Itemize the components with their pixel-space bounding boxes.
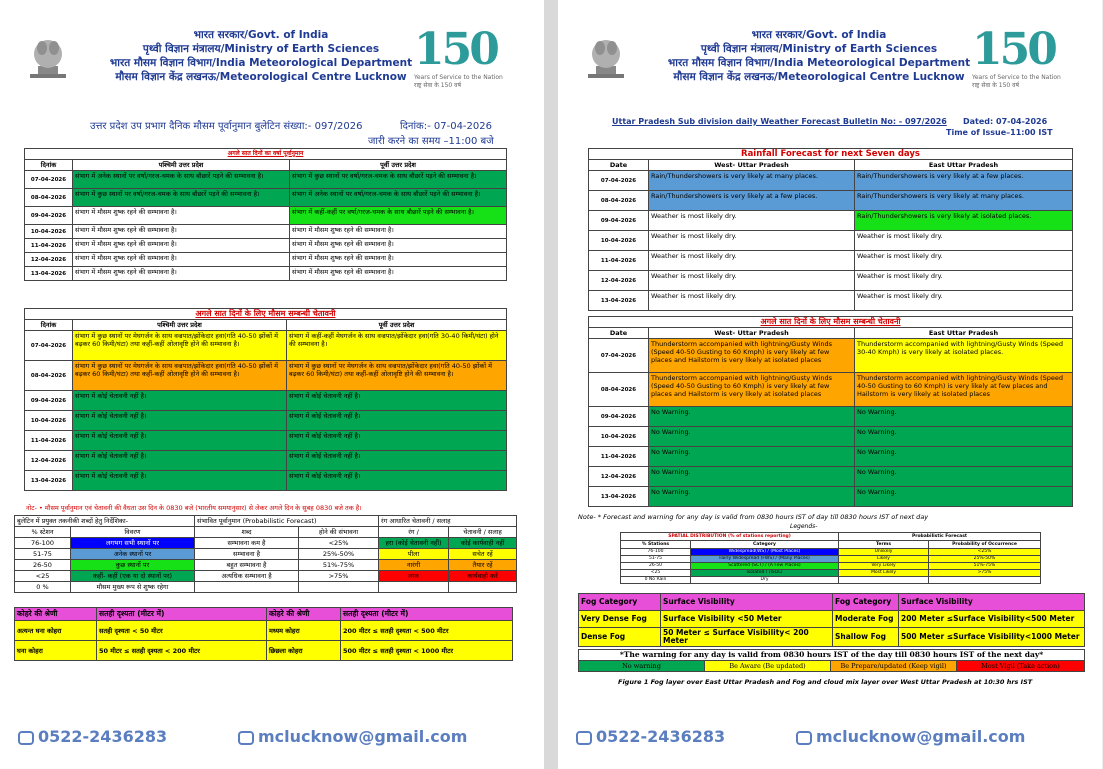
forecast-cell: संभाग में कोई चेतावनी नहीं है। bbox=[73, 411, 287, 431]
validity-note: नोट- • मौसम पूर्वानुमान एवं चेतावनी की वैधता उस दिन के 0830 बजे (भारतीय समयानुसार) से लेकर अगले दिन के सुबह 0830 बजे तक है। bbox=[26, 504, 362, 512]
phone-footer bbox=[576, 727, 725, 746]
legend-cell: बहुत सम्भावना है bbox=[195, 560, 299, 571]
forecast-cell: संभाग में अनेक स्थानों पर वर्षा/गरज-चमक के साथ बौछारें पड़ने की सम्भावना है। bbox=[73, 171, 290, 189]
table-row bbox=[25, 391, 507, 411]
date-cell: 11-04-2026 bbox=[589, 251, 649, 271]
color-warning-table bbox=[578, 649, 1085, 672]
forecast-cell: Rain/Thundershowers is very likely at a few places. bbox=[649, 191, 855, 211]
forecast-cell: संभाग में मौसम शुष्क रहने की सम्भावना है। bbox=[73, 225, 290, 239]
table-row bbox=[589, 191, 1073, 211]
bulletin-date: Dated: 07-04-2026 bbox=[963, 117, 1048, 126]
fog-cell: मध्यम कोहरा bbox=[267, 621, 341, 641]
color-warning-cell: Be Prepare/updated (Keep vigil) bbox=[831, 661, 957, 672]
table-row bbox=[25, 411, 507, 431]
table-row bbox=[589, 291, 1073, 311]
col-date: Date bbox=[589, 328, 649, 339]
legend-cell: अत्यधिक सम्भावना है bbox=[195, 571, 299, 582]
forecast-cell: संभाग में कहीं-कहीं पर वर्षा/गरज-चमक के साथ बौछारें पड़ने की सम्भावना है। bbox=[290, 207, 507, 225]
col-west: West- Uttar Pradesh bbox=[649, 160, 855, 171]
table-row bbox=[25, 331, 507, 361]
table-row bbox=[25, 207, 507, 225]
sd-cell bbox=[839, 577, 929, 584]
legend-cell: मौसम मुख्य रूप से शुष्क रहेगा bbox=[71, 582, 195, 593]
sd-cell: 76-100 bbox=[621, 549, 691, 556]
table-row bbox=[589, 373, 1073, 407]
legend-cell: कुछ स्थानों पर bbox=[71, 560, 195, 571]
date-cell: 12-04-2026 bbox=[589, 467, 649, 487]
legend-cell: <25% bbox=[299, 538, 379, 549]
sd-cell: Isolated / (ISOL) bbox=[691, 570, 839, 577]
forecast-cell: संभाग में मौसम शुष्क रहने की सम्भावना है। bbox=[73, 253, 290, 267]
table-row bbox=[589, 211, 1073, 231]
legend-cell: पीला bbox=[379, 549, 449, 560]
sd-cell: <25% bbox=[929, 549, 1041, 556]
forecast-cell: संभाग में कुछ स्थानों पर मेघगर्जन के साथ वज्रपात/झोंकेदार हवा(गति 40-50 झोंकों में बढ़कर 60 किमी/घंटा) तथा कहीं-कहीं ओलावृष्टि होने की सम्भावना है। bbox=[73, 331, 287, 361]
col-date: दिनांक bbox=[25, 320, 73, 331]
fog-cell: Surface Visibility bbox=[661, 594, 833, 611]
table-row bbox=[15, 641, 513, 661]
fog-cell: Surface Visibility bbox=[899, 594, 1085, 611]
sd-cell: Scattered (SCT) / (A Few Places) bbox=[691, 563, 839, 570]
date-cell: 08-04-2026 bbox=[25, 361, 73, 391]
fog-cell: अत्यन्त घना कोहरा bbox=[15, 621, 97, 641]
sd-head-2: Probabilistic Forecast bbox=[839, 533, 1041, 541]
fog-table-hindi bbox=[14, 607, 513, 661]
legend-cell: लाल bbox=[379, 571, 449, 582]
email-icon bbox=[796, 731, 812, 745]
table-row bbox=[15, 571, 517, 582]
header-line-3: भारत मौसम विज्ञान विभाग/India Meteorological Department bbox=[109, 57, 413, 69]
date-cell: 07-04-2026 bbox=[25, 171, 73, 189]
fog-cell: Fog Category bbox=[579, 594, 661, 611]
table-row bbox=[25, 267, 507, 281]
legend-subhead: % स्टेशन bbox=[15, 527, 71, 538]
header-line-3: भारत मौसम विज्ञान विभाग/India Meteorological Department bbox=[667, 57, 971, 69]
email-icon bbox=[238, 731, 254, 745]
legend-subhead: शब्द bbox=[195, 527, 299, 538]
forecast-cell: संभाग में कोई चेतावनी नहीं है। bbox=[287, 411, 507, 431]
legend-head-3: रंग आधारित चेतावनी / सलाह bbox=[379, 516, 517, 527]
table-row bbox=[15, 560, 517, 571]
anniversary-logo bbox=[414, 26, 514, 96]
forecast-cell: संभाग में मौसम शुष्क रहने की सम्भावना है। bbox=[290, 253, 507, 267]
validity-note: Note- * Forecast and warning for any day is valid from 0830 hours IST of day till 0830 hours IST of next day bbox=[578, 513, 929, 521]
legend-cell: हरा (कोई चेतावनी नहीं) bbox=[379, 538, 449, 549]
forecast-cell: Weather is most likely dry. bbox=[649, 231, 855, 251]
col-west: पश्चिमी उत्तर प्रदेश bbox=[73, 160, 290, 171]
col-east: पूर्वी उत्तर प्रदेश bbox=[287, 320, 507, 331]
col-east: East Uttar Pradesh bbox=[855, 160, 1073, 171]
header-line-1: भारत सरकार/Govt. of India bbox=[193, 29, 329, 41]
bulletin-date: दिनांक:- 07-04-2026 bbox=[400, 121, 492, 132]
table-row bbox=[589, 447, 1073, 467]
phone-icon bbox=[18, 731, 34, 745]
date-cell: 08-04-2026 bbox=[25, 189, 73, 207]
date-cell: 13-04-2026 bbox=[589, 487, 649, 507]
date-cell: 08-04-2026 bbox=[589, 191, 649, 211]
legend-cell: कहीं- कहीं (एक या दो स्थानों पर) bbox=[71, 571, 195, 582]
table-row bbox=[579, 628, 1085, 647]
table-row bbox=[589, 487, 1073, 507]
figure-caption: Figure 1 Fog layer over East Uttar Pradesh and Fog and cloud mix layer over West Uttar Pradesh at 10:30 hrs IST bbox=[618, 678, 1033, 686]
date-cell: 12-04-2026 bbox=[25, 451, 73, 471]
date-cell: 11-04-2026 bbox=[25, 431, 73, 451]
forecast-cell: Weather is most likely dry. bbox=[855, 251, 1073, 271]
date-cell: 10-04-2026 bbox=[589, 427, 649, 447]
fog-cell: 500 मीटर ≤ सतही दृश्यता < 1000 मीटर bbox=[341, 641, 513, 661]
forecast-cell: No Warning. bbox=[855, 447, 1073, 467]
terms-legend-table bbox=[14, 515, 517, 593]
col-west: पश्चिमी उत्तर प्रदेश bbox=[73, 320, 287, 331]
table-row bbox=[25, 431, 507, 451]
sd-subhead: Probability of Occurrence bbox=[929, 541, 1041, 549]
sd-cell: Dry bbox=[691, 577, 839, 584]
fog-cell: Dense Fog bbox=[579, 628, 661, 647]
forecast-cell: Thunderstorm accompanied with lightning/Gusty Winds (Speed 40-50 Gusting to 60 Kmph) is very likely at few places and Hailstorm is very likely at isolated places bbox=[649, 339, 855, 373]
forecast-cell: No Warning. bbox=[855, 467, 1073, 487]
legend-cell: 0 % bbox=[15, 582, 71, 593]
color-warning-cell: No warning bbox=[579, 661, 705, 672]
logo-sub-1: Years of Service to the Nation bbox=[972, 74, 1061, 81]
fog-cell: 200 मीटर ≤ सतही दृश्यता < 500 मीटर bbox=[341, 621, 513, 641]
legend-cell: सचेत रहें bbox=[449, 549, 517, 560]
legend-cell bbox=[299, 582, 379, 593]
forecast-cell: संभाग में कुछ स्थानों पर मेघगर्जन के साथ वज्रपात/झोंकेदार हवा(गति 40-50 झोंकों में बढ़कर 60 किमी/घंटा) तथा कहीं-कहीं ओलावृष्टि होने की सम्भावना है। bbox=[73, 361, 287, 391]
email-address: mclucknow@gmail.com bbox=[816, 727, 1026, 746]
sd-cell: Most Likely bbox=[839, 570, 929, 577]
forecast-cell: Rain/Thundershowers is very likely at many places. bbox=[649, 171, 855, 191]
col-west: West- Uttar Pradesh bbox=[649, 328, 855, 339]
forecast-cell: संभाग में कुछ स्थानों पर वर्षा/गरज-चमक के साथ बौछारें पड़ने की सम्भावना है। bbox=[73, 189, 290, 207]
table-row bbox=[579, 611, 1085, 628]
fog-cell: 200 Meter ≤Surface Visibility<500 Meter bbox=[899, 611, 1085, 628]
table-row bbox=[589, 407, 1073, 427]
table-row bbox=[589, 427, 1073, 447]
header-line-2: पृथ्वी विज्ञान मंत्रालय/Ministry of Earth Sciences bbox=[142, 43, 380, 55]
table-row bbox=[621, 570, 1041, 577]
issue-time: जारी करने का समय –11:00 बजे bbox=[368, 136, 494, 147]
table-row bbox=[15, 621, 513, 641]
forecast-cell: Rain/Thundershowers is very likely at many places. bbox=[855, 191, 1073, 211]
fog-cell: Shallow Fog bbox=[833, 628, 899, 647]
forecast-cell: संभाग में कोई चेतावनी नहीं है। bbox=[287, 451, 507, 471]
table-row bbox=[25, 239, 507, 253]
table-row bbox=[589, 251, 1073, 271]
legend-cell: लगभग सभी स्थानों पर bbox=[71, 538, 195, 549]
date-cell: 12-04-2026 bbox=[589, 271, 649, 291]
sd-cell: Likely bbox=[839, 556, 929, 563]
rain-forecast-table bbox=[24, 148, 507, 281]
forecast-cell: Weather is most likely dry. bbox=[649, 271, 855, 291]
forecast-cell: Weather is most likely dry. bbox=[649, 251, 855, 271]
warning-table-title: अगले सात दिनों के लिए मौसम सम्बन्धी चेतावनी bbox=[589, 317, 1073, 328]
forecast-cell: Thunderstorm accompanied with lightning/Gusty Winds (Speed 40-50 Gusting to 60 Kmph) is very likely at few places and Hailstorm is very likely at isolated places bbox=[855, 373, 1073, 407]
fog-cell: 50 मीटर ≤ सतही दृश्यता < 200 मीटर bbox=[97, 641, 267, 661]
fog-cell: 500 Meter ≤Surface Visibility<1000 Meter bbox=[899, 628, 1085, 647]
sd-subhead: Terms bbox=[839, 541, 929, 549]
forecast-cell: संभाग में कोई चेतावनी नहीं है। bbox=[73, 391, 287, 411]
table-row bbox=[15, 549, 517, 560]
legend-subhead: होने की संभावना bbox=[299, 527, 379, 538]
date-cell: 12-04-2026 bbox=[25, 253, 73, 267]
header-line-1: भारत सरकार/Govt. of India bbox=[751, 29, 887, 41]
header-line-4: मौसम विज्ञान केंद्र लखनऊ/Meteorological Centre Lucknow bbox=[115, 71, 407, 83]
hindi-bulletin-page bbox=[0, 0, 544, 769]
table-row bbox=[25, 189, 507, 207]
date-cell: 09-04-2026 bbox=[25, 207, 73, 225]
phone-icon bbox=[576, 731, 592, 745]
email-footer bbox=[796, 727, 1025, 746]
forecast-cell: Thunderstorm accompanied with lightning/Gusty Winds (Speed 40-50 Gusting to 60 Kmph) is very likely at few places and Hailstorm is very likely at isolated places bbox=[649, 373, 855, 407]
national-emblem-icon bbox=[578, 26, 634, 86]
fog-cell: घना कोहरा bbox=[15, 641, 97, 661]
forecast-cell: संभाग में कहीं-कहीं मेघगर्जन के साथ वज्रपात/झोंकेदार हवा(गति 30-40 किमी/घंटा) होने की सम्भावना है। bbox=[287, 331, 507, 361]
forecast-cell: संभाग में कोई चेतावनी नहीं है। bbox=[287, 391, 507, 411]
warning-table bbox=[588, 316, 1073, 507]
date-cell: 09-04-2026 bbox=[589, 407, 649, 427]
legend-cell: नारंगी bbox=[379, 560, 449, 571]
forecast-cell: संभाग में मौसम शुष्क रहने की सम्भावना है। bbox=[73, 267, 290, 281]
legends-label: Legends- bbox=[790, 523, 818, 530]
table-row bbox=[15, 582, 517, 593]
table-row bbox=[25, 171, 507, 189]
header bbox=[558, 22, 1102, 102]
fog-head: कोहरे की श्रेणी bbox=[15, 608, 97, 621]
anniversary-logo bbox=[972, 26, 1072, 96]
table-row bbox=[589, 339, 1073, 373]
date-cell: 13-04-2026 bbox=[25, 471, 73, 491]
header-line-4: मौसम विज्ञान केंद्र लखनऊ/Meteorological Centre Lucknow bbox=[673, 71, 965, 83]
sd-subhead: % Stations bbox=[621, 541, 691, 549]
col-east: East Uttar Pradesh bbox=[855, 328, 1073, 339]
rain-forecast-table bbox=[588, 148, 1073, 311]
forecast-cell: संभाग में मौसम शुष्क रहने की सम्भावना है। bbox=[73, 207, 290, 225]
fog-head: कोहरे की श्रेणी bbox=[267, 608, 341, 621]
header bbox=[0, 22, 544, 102]
forecast-cell: संभाग में कोई चेतावनी नहीं है। bbox=[73, 431, 287, 451]
date-cell: 13-04-2026 bbox=[25, 267, 73, 281]
sd-cell: 51%-75% bbox=[929, 563, 1041, 570]
fog-head: सतही दृश्यता (मीटर में) bbox=[97, 608, 267, 621]
warning-table bbox=[24, 308, 507, 491]
forecast-cell: Weather is most likely dry. bbox=[855, 231, 1073, 251]
date-cell: 07-04-2026 bbox=[589, 171, 649, 191]
legend-cell: 76-100 bbox=[15, 538, 71, 549]
col-date: Date bbox=[589, 160, 649, 171]
legend-cell: <25 bbox=[15, 571, 71, 582]
table-row bbox=[589, 467, 1073, 487]
legend-cell bbox=[449, 582, 517, 593]
email-footer bbox=[238, 727, 467, 746]
forecast-cell: No Warning. bbox=[649, 467, 855, 487]
phone-number: 0522-2436283 bbox=[596, 727, 726, 746]
sd-cell: <25 bbox=[621, 570, 691, 577]
forecast-cell: संभाग में मौसम शुष्क रहने की सम्भावना है। bbox=[290, 239, 507, 253]
table-row bbox=[621, 563, 1041, 570]
legend-subhead: विवरण bbox=[71, 527, 195, 538]
color-warning-cell: Be Aware (Be updated) bbox=[705, 661, 831, 672]
fog-head: सतही दृश्यता (मीटर में) bbox=[341, 608, 513, 621]
forecast-cell: Weather is most likely dry. bbox=[649, 291, 855, 311]
forecast-cell: Rain/Thundershowers is very likely at a few places. bbox=[855, 171, 1073, 191]
issue-time: Time of Issue–11:00 IST bbox=[946, 128, 1053, 137]
sd-cell bbox=[929, 577, 1041, 584]
legend-cell bbox=[379, 582, 449, 593]
english-bulletin-page bbox=[558, 0, 1102, 769]
forecast-cell: No Warning. bbox=[649, 407, 855, 427]
bulletin-title: उत्तर प्रदेश उप प्रभाग दैनिक मौसम पूर्वानुमान बुलेटिन संख्या:- 097/2026 bbox=[90, 121, 363, 132]
date-cell: 10-04-2026 bbox=[25, 225, 73, 239]
fog-table-english bbox=[578, 593, 1085, 647]
forecast-cell: संभाग में अनेक स्थानों पर वर्षा/गरज-चमक के साथ बौछारें पड़ने की सम्भावना है। bbox=[290, 189, 507, 207]
date-cell: 07-04-2026 bbox=[589, 339, 649, 373]
fog-cell: Very Dense Fog bbox=[579, 611, 661, 628]
table-row bbox=[25, 253, 507, 267]
sd-cell: Unlikely bbox=[839, 549, 929, 556]
logo-sub-2: राष्ट्र सेवा के 150 वर्ष bbox=[972, 82, 1019, 89]
rain-table-title: अगले सात दिनों का वर्षा पूर्वानुमान bbox=[25, 149, 507, 160]
forecast-cell: संभाग में मौसम शुष्क रहने की सम्भावना है। bbox=[73, 239, 290, 253]
legend-cell: अनेक स्थानों पर bbox=[71, 549, 195, 560]
forecast-cell: संभाग में कोई चेतावनी नहीं है। bbox=[73, 471, 287, 491]
date-cell: 10-04-2026 bbox=[25, 411, 73, 431]
sd-subhead: Category bbox=[691, 541, 839, 549]
col-east: पूर्वी उत्तर प्रदेश bbox=[290, 160, 507, 171]
warning-validity: *The warning for any day is valid from 0830 hours IST of the day till 0830 hours IST of the next day* bbox=[579, 650, 1085, 661]
sd-cell: Widespread(WS) / (Most Places) bbox=[691, 549, 839, 556]
sd-head-1: SPATIAL DISTRIBUTION (% of stations reporting) bbox=[621, 533, 839, 541]
date-cell: 08-04-2026 bbox=[589, 373, 649, 407]
phone-footer bbox=[18, 727, 167, 746]
forecast-cell: No Warning. bbox=[649, 487, 855, 507]
date-cell: 10-04-2026 bbox=[589, 231, 649, 251]
logo-number: 150 bbox=[972, 24, 1055, 75]
national-emblem-icon bbox=[20, 26, 76, 86]
date-cell: 09-04-2026 bbox=[25, 391, 73, 411]
table-row bbox=[25, 225, 507, 239]
table-row bbox=[25, 451, 507, 471]
sd-cell: 51-75 bbox=[621, 556, 691, 563]
table-row bbox=[621, 556, 1041, 563]
legend-cell: कोई कार्यवाही नहीं bbox=[449, 538, 517, 549]
rain-table-title: Rainfall Forecast for next Seven days bbox=[589, 149, 1073, 160]
logo-sub-1: Years of Service to the Nation bbox=[414, 74, 503, 81]
legend-cell: >75% bbox=[299, 571, 379, 582]
logo-number: 150 bbox=[414, 24, 497, 75]
header-line-2: पृथ्वी विज्ञान मंत्रालय/Ministry of Earth Sciences bbox=[700, 43, 938, 55]
sd-cell: 25%-50% bbox=[929, 556, 1041, 563]
fog-cell: Fog Category bbox=[833, 594, 899, 611]
sd-cell: Very Likely bbox=[839, 563, 929, 570]
table-row bbox=[25, 361, 507, 391]
logo-sub-2: राष्ट्र सेवा के 150 वर्ष bbox=[414, 82, 461, 89]
forecast-cell: Weather is most likely dry. bbox=[649, 211, 855, 231]
legend-head-2: संभावित पूर्वानुमान (Probabilistic Forecast) bbox=[195, 516, 379, 527]
table-row bbox=[579, 594, 1085, 611]
legend-head-1: बुलेटिन में प्रयुक्त तकनीकी शब्दों हेतु निर्देशिका- bbox=[15, 516, 195, 527]
email-address: mclucknow@gmail.com bbox=[258, 727, 468, 746]
legend-cell bbox=[195, 582, 299, 593]
bulletin-title: Uttar Pradesh Sub division daily Weather Forecast Bulletin No: - 097/2026 bbox=[612, 117, 947, 126]
sd-cell: 0 No Rain bbox=[621, 577, 691, 584]
legend-cell: 51%-75% bbox=[299, 560, 379, 571]
forecast-cell: No Warning. bbox=[649, 427, 855, 447]
legend-cell: 51-75 bbox=[15, 549, 71, 560]
table-row bbox=[589, 231, 1073, 251]
table-row bbox=[15, 538, 517, 549]
page-gap bbox=[544, 0, 558, 769]
forecast-cell: Weather is most likely dry. bbox=[855, 271, 1073, 291]
sd-cell: Fairly Widespread (FWS) / (Many Places) bbox=[691, 556, 839, 563]
legend-subhead: चेतावनी / सलाह bbox=[449, 527, 517, 538]
table-row bbox=[621, 549, 1041, 556]
fog-cell: छिछला कोहरा bbox=[267, 641, 341, 661]
legend-cell: 26-50 bbox=[15, 560, 71, 571]
phone-number: 0522-2436283 bbox=[38, 727, 168, 746]
date-cell: 13-04-2026 bbox=[589, 291, 649, 311]
fog-cell: Moderate Fog bbox=[833, 611, 899, 628]
legend-cell: 25%-50% bbox=[299, 549, 379, 560]
date-cell: 09-04-2026 bbox=[589, 211, 649, 231]
forecast-cell: Thunderstorm accompanied with lightning/Gusty Winds (Speed 30-40 Kmph) is very likely at isolated places. bbox=[855, 339, 1073, 373]
forecast-cell: संभाग में कोई चेतावनी नहीं है। bbox=[73, 451, 287, 471]
sd-cell: 26-50 bbox=[621, 563, 691, 570]
date-cell: 11-04-2026 bbox=[25, 239, 73, 253]
forecast-cell: No Warning. bbox=[649, 447, 855, 467]
forecast-cell: No Warning. bbox=[855, 407, 1073, 427]
forecast-cell: संभाग में कोई चेतावनी नहीं है। bbox=[287, 431, 507, 451]
legend-cell: सम्भावना कम है bbox=[195, 538, 299, 549]
date-cell: 07-04-2026 bbox=[25, 331, 73, 361]
warning-table-title: अगले सात दिनों के लिए मौसम सम्बन्धी चेतावनी bbox=[25, 309, 507, 320]
fog-cell: सतही दृश्यता < 50 मीटर bbox=[97, 621, 267, 641]
fog-cell: Surface Visibility <50 Meter bbox=[661, 611, 833, 628]
forecast-cell: Rain/Thundershowers is very likely at isolated places. bbox=[855, 211, 1073, 231]
table-row bbox=[25, 471, 507, 491]
forecast-cell: No Warning. bbox=[855, 427, 1073, 447]
forecast-cell: No Warning. bbox=[855, 487, 1073, 507]
table-row bbox=[621, 577, 1041, 584]
legend-cell: कार्यवाही करें bbox=[449, 571, 517, 582]
forecast-cell: संभाग में कोई चेतावनी नहीं है। bbox=[287, 471, 507, 491]
forecast-cell: संभाग में मौसम शुष्क रहने की सम्भावना है। bbox=[290, 267, 507, 281]
col-date: दिनांक bbox=[25, 160, 73, 171]
legend-subhead: रंग / bbox=[379, 527, 449, 538]
forecast-cell: संभाग में मौसम शुष्क रहने की सम्भावना है। bbox=[290, 225, 507, 239]
forecast-cell: संभाग में कुछ स्थानों पर मेघगर्जन के साथ वज्रपात/झोंकेदार हवा(गति 40-50 झोंकों में बढ़कर 60 किमी/घंटा) तथा कहीं-कहीं ओलावृष्टि होने की सम्भावना है। bbox=[287, 361, 507, 391]
legend-cell: तैयार रहें bbox=[449, 560, 517, 571]
forecast-cell: Weather is most likely dry. bbox=[855, 291, 1073, 311]
table-row bbox=[589, 171, 1073, 191]
fog-cell: 50 Meter ≤ Surface Visibility< 200 Meter bbox=[661, 628, 833, 647]
forecast-cell: संभाग में कुछ स्थानों पर वर्षा/गरज-चमक के साथ बौछारें पड़ने की सम्भावना है। bbox=[290, 171, 507, 189]
date-cell: 11-04-2026 bbox=[589, 447, 649, 467]
color-warning-cell: Most Vigil (Take action) bbox=[957, 661, 1085, 672]
spatial-distribution-table bbox=[620, 532, 1041, 584]
table-row bbox=[589, 271, 1073, 291]
legend-cell: सम्भावना है bbox=[195, 549, 299, 560]
sd-cell: >75% bbox=[929, 570, 1041, 577]
